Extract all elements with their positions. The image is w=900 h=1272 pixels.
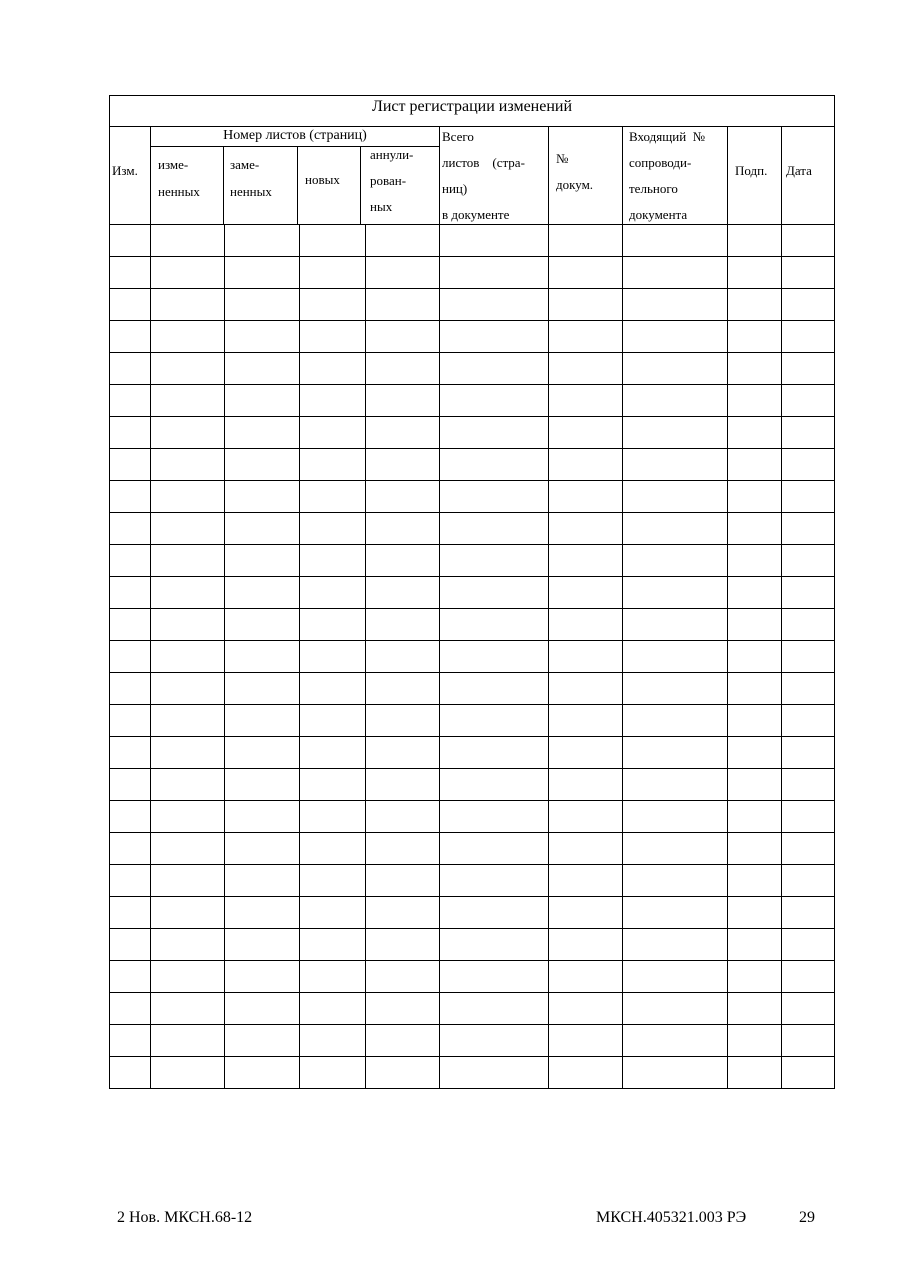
table-row-line [110,768,834,769]
header-sheet-numbers-group: Номер листов (страниц) [223,128,367,143]
header-vsego-2: листов (стра- [442,155,525,170]
header-zamenennykh-1: заме- [230,157,260,172]
header-vsego-4: в документе [442,207,510,222]
table-row-line [110,864,834,865]
header-annul-2: рован- [370,173,407,188]
table-row-line [110,288,834,289]
header-izm: Изм. [112,163,138,178]
footer-revision-note: 2 Нов. МКСН.68-12 [117,1209,253,1226]
header-annul-1: аннули- [370,147,414,162]
column-divider [781,127,782,1088]
table-row-line [110,416,834,417]
header-vkh-2: сопроводи- [629,155,692,170]
header-podp: Подп. [735,163,768,178]
subcolumn-divider [365,224,366,1088]
header-nodok-2: докум. [556,177,594,192]
table-row-line [110,320,834,321]
subcolumn-divider [224,224,225,1088]
table-row-line [110,992,834,993]
subcolumn-divider [297,146,298,224]
change-registration-table [109,95,835,1089]
table-row-line [110,928,834,929]
table-row-line [110,384,834,385]
table-row-line [110,1056,834,1057]
header-vsego-1: Всего [442,129,474,144]
column-divider [150,127,151,1088]
table-row-line [110,352,834,353]
column-divider [622,127,623,1088]
footer-page-number: 29 [799,1209,815,1226]
subcolumn-divider [299,224,300,1088]
table-row-line [110,704,834,705]
subcolumn-divider [223,146,224,224]
table-row-line [110,896,834,897]
group-header-divider [150,146,439,147]
table-row-line [110,832,834,833]
table-row-line [110,256,834,257]
header-vsego-3: ниц) [442,181,468,196]
header-nodok-1: № [556,151,569,166]
header-data: Дата [786,163,812,178]
header-zamenennykh-2: ненных [230,184,272,199]
header-novykh: новых [305,172,340,187]
subcolumn-divider [360,146,361,224]
table-row-line [110,672,834,673]
table-row-line [110,576,834,577]
table-row-line [110,512,834,513]
column-divider [727,127,728,1088]
header-vkh-3: тельного [629,181,678,196]
header-izmenennykh-2: ненных [158,184,200,199]
footer-document-code: МКСН.405321.003 РЭ [596,1209,747,1226]
header-annul-3: ных [370,199,393,214]
table-row-line [110,736,834,737]
column-divider [548,127,549,1088]
header-izmenennykh-1: изме- [158,157,189,172]
table-title: Лист регистрации изменений [110,96,834,127]
header-vkh-4: документа [629,207,688,222]
table-row-line [110,544,834,545]
table-row-line [110,960,834,961]
table-row-line [110,800,834,801]
table-row-line [110,1024,834,1025]
table-row-line [110,608,834,609]
table-row-line [110,640,834,641]
table-row-line [110,480,834,481]
header-bottom-line [110,224,834,225]
header-vkh-1: Входящий № [629,129,706,144]
table-row-line [110,448,834,449]
column-divider [439,127,440,1088]
